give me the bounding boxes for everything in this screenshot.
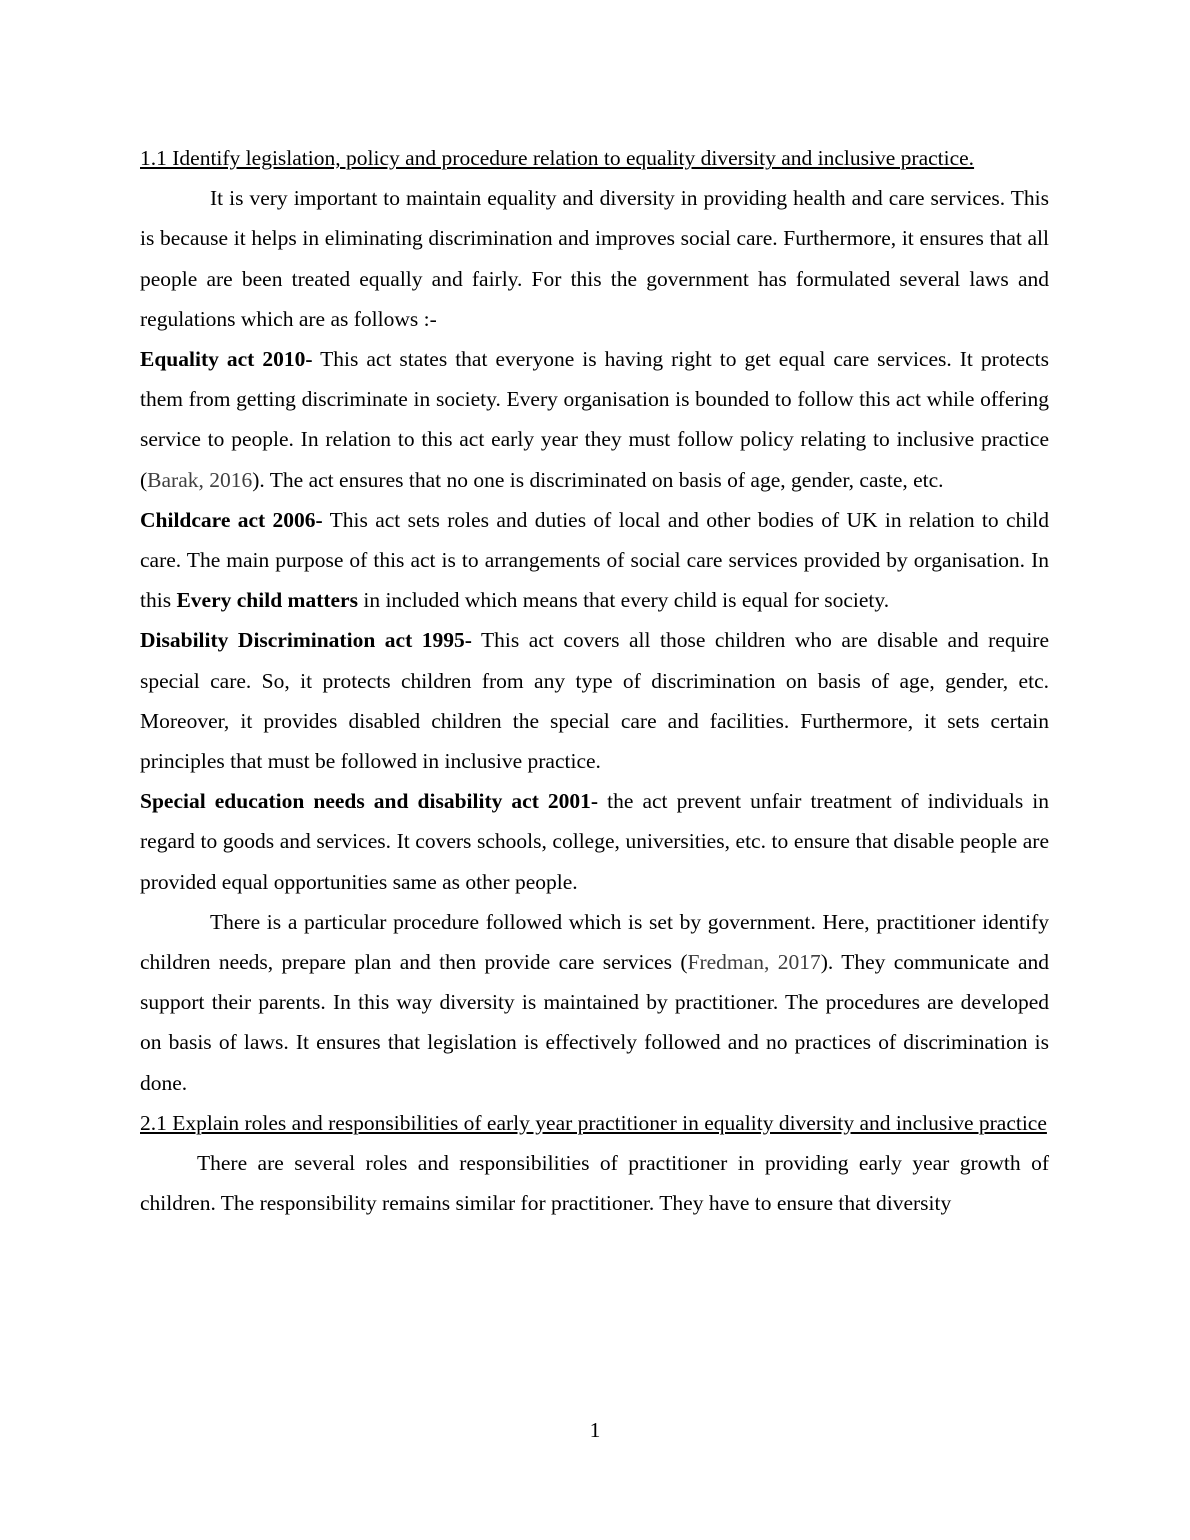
childcare-act-paragraph: [140, 500, 1049, 621]
disability-act-title: Disability Discrimination act 1995-: [140, 628, 472, 653]
equality-act-title: Equality act 2010-: [140, 347, 313, 372]
section-heading-2-1: 2.1 Explain roles and responsibilities of early year practitioner in equality diversity and inclusive practice: [140, 1110, 1047, 1135]
childcare-act-title: Childcare act 2006-: [140, 507, 323, 532]
disability-act-paragraph: [140, 620, 1049, 781]
page-body: [140, 138, 1049, 1223]
roles-paragraph: There are several roles and responsibilities of practitioner in providing early year growth of children. The responsibility remains similar for practitioner. They have to ensure that diversity: [140, 1151, 1049, 1216]
section-heading-1-1: 1.1 Identify legislation, policy and procedure relation to equality diversity and inclusive practice.: [140, 146, 975, 170]
equality-act-paragraph: [140, 339, 1049, 500]
equality-act-text: This act states that everyone is having right to get equal care services. It protects them from getting discriminate in society. Every organisation is bounded to follow this act while offering service to people. In relation to this act early year they must follow policy relating to inclusive practice (: [140, 347, 1049, 492]
procedure-text-end: ). They communicate and support their parents. In this way diversity is maintained by practitioner. The procedures are developed on basis of laws. It ensures that legislation is effectively followed and no practices of discrimination is done.: [140, 950, 1049, 1095]
sen-act-text: the act prevent unfair treatment of individuals in regard to goods and services. It covers schools, college, universities, etc. to ensure that disable people are provided equal opportunities same as other people.: [140, 789, 1050, 894]
intro-paragraph: It is very important to maintain equality and diversity in providing health and care services. This is because it helps in eliminating discrimination and improves social care. Furthermore, it ensures that all people are been treated equally and fairly. For this the government has formulated several laws and regulations which are as follows :-: [140, 186, 1049, 331]
childcare-act-text-end: in included which means that every child is equal for society.: [357, 588, 890, 613]
procedure-paragraph: [140, 902, 1049, 1103]
page-number: 1: [589, 1418, 601, 1442]
equality-act-text-end: ). The act ensures that no one is discriminated on basis of age, gender, caste, etc.: [252, 467, 944, 492]
every-child-matters-phrase: Every child matters: [176, 588, 358, 613]
citation-fredman: Fredman, 2017: [687, 950, 821, 975]
citation-barak: Barak, 2016: [147, 467, 253, 492]
childcare-act-text: This act sets roles and duties of local and other bodies of UK in relation to child care. The main purpose of this act is to arrangements of social care services provided by organisation. In this: [140, 507, 1049, 613]
procedure-text: There is a particular procedure followed which is set by government. Here, practitioner identify children needs, prepare plan and then provide care services (: [140, 909, 1049, 975]
sen-act-paragraph: [140, 781, 1049, 902]
disability-act-text: This act covers all those children who are disable and require special care. So, it protects children from any type of discrimination on basis of age, gender, etc. Moreover, it provides disabled children the special care and facilities. Furthermore, it sets certain principles that must be followed in inclusive practice.: [140, 628, 1049, 774]
sen-act-title: Special education needs and disability act 2001-: [140, 789, 599, 814]
